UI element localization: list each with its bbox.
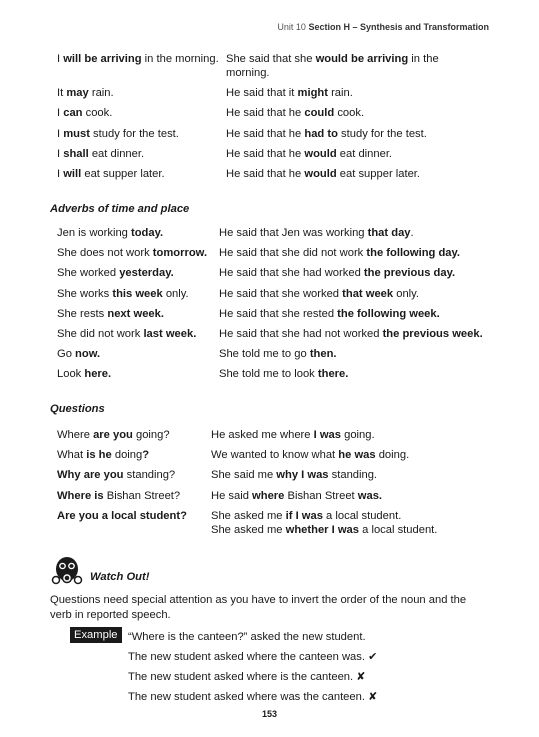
direct-speech: Go now. [57, 348, 101, 361]
direct-speech: It may rain. [57, 87, 114, 100]
reported-speech: He said that he had to study for the test. [226, 127, 427, 140]
reported-speech: She told me to look there. [219, 368, 349, 381]
modals-table [57, 52, 476, 187]
direct-speech: I shall eat dinner. [57, 147, 145, 160]
direct-speech: I can cook. [57, 107, 113, 120]
cross-icon: ✘ [356, 670, 366, 683]
reported-speech: She said me why I was standing. [211, 469, 378, 482]
watch-out-box [50, 556, 149, 586]
direct-speech: Where is Bishan Street? [57, 489, 181, 502]
reported-speech: He said that he would eat dinner. [226, 147, 393, 160]
example-lines [128, 627, 377, 707]
direct-speech: I will eat supper later. [57, 167, 165, 180]
direct-speech: She did not work last week. [57, 327, 197, 340]
page-header [277, 22, 489, 32]
reported-speech: She said that she would be arriving in the morning. [226, 53, 439, 79]
table-row [57, 226, 499, 246]
table-row [57, 509, 491, 543]
example-line: The new student asked where was the canteen. ✘ [128, 690, 378, 703]
reported-speech: He said where Bishan Street was. [211, 489, 383, 502]
table-row [57, 347, 499, 367]
watch-out-title: Watch Out! [90, 571, 150, 583]
watch-out-text: Questions need special attention as you have to invert the order of the noun and the verb in reported speech. [50, 594, 467, 621]
reported-speech: She asked me if I was a local student. She asked me whether I was a local student. [211, 509, 438, 536]
questions-heading: Questions [50, 403, 105, 415]
reported-speech: He asked me where I was going. [211, 429, 375, 441]
table-row [57, 327, 499, 347]
table-row [57, 468, 491, 488]
direct-speech: She does not work tomorrow. [57, 247, 208, 260]
direct-speech: I will be arriving in the morning. [57, 53, 219, 65]
unit-label: Unit 10 [277, 22, 306, 32]
table-row [57, 367, 499, 387]
table-row [57, 307, 499, 327]
table-row [57, 246, 499, 266]
table-row [57, 147, 476, 167]
direct-speech: What is he doing? [57, 449, 150, 462]
table-row [57, 167, 476, 187]
reported-speech: He said that it might rain. [226, 87, 353, 100]
reported-speech: He said that she had not worked the previous week. [219, 327, 483, 340]
table-row [57, 266, 499, 286]
example-label: Example [70, 627, 122, 643]
table-row [57, 428, 491, 448]
questions-table [57, 428, 491, 543]
example-line: “Where is the canteen?” asked the new student. [128, 631, 366, 643]
reported-speech: We wanted to know what he was doing. [211, 449, 410, 462]
table-row [57, 86, 476, 106]
direct-speech: She worked yesterday. [57, 267, 174, 280]
direct-speech: I must study for the test. [57, 127, 179, 140]
gas-mask-icon [50, 556, 84, 586]
cross-icon: ✘ [368, 690, 378, 703]
example-line: The new student asked where the canteen was. ✔ [128, 650, 378, 663]
reported-speech: He said that she worked that week only. [219, 287, 420, 300]
direct-speech: Where are you going? [57, 429, 170, 441]
example-line: The new student asked where is the canteen. ✘ [128, 670, 366, 683]
table-row [57, 448, 491, 468]
check-icon: ✔ [368, 650, 378, 663]
direct-speech: Why are you standing? [57, 469, 176, 482]
direct-speech: She works this week only. [57, 287, 189, 300]
section-title: Section H – Synthesis and Transformation [308, 22, 489, 32]
direct-speech: She rests next week. [57, 307, 164, 320]
table-row [57, 489, 491, 509]
direct-speech: Jen is working today. [57, 227, 164, 239]
adverbs-heading: Adverbs of time and place [50, 203, 190, 215]
table-row [57, 106, 476, 126]
reported-speech: He said that she had worked the previous day. [219, 267, 456, 280]
reported-speech: He said that he would eat supper later. [226, 167, 421, 180]
table-row [57, 287, 499, 307]
reported-speech: He said that Jen was working that day. [219, 227, 414, 239]
table-row [57, 127, 476, 147]
reported-speech: He said that she did not work the following day. [219, 247, 461, 260]
direct-speech: Are you a local student? [57, 509, 187, 522]
table-row [57, 52, 476, 86]
direct-speech: Look here. [57, 368, 112, 381]
adverbs-table [57, 226, 499, 388]
page-number: 153 [261, 709, 278, 719]
reported-speech: He said that she rested the following week. [219, 307, 440, 320]
reported-speech: He said that he could cook. [226, 107, 365, 120]
reported-speech: She told me to go then. [219, 348, 337, 361]
